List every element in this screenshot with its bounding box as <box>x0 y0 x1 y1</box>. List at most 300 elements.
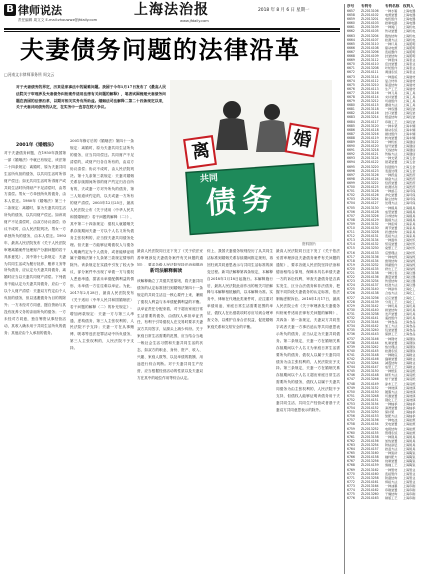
table-cell: 拼装结构 <box>385 307 398 312</box>
table-cell: 上海钢铁 <box>403 348 416 353</box>
table-cell: 锁紧装置 <box>385 160 398 165</box>
table-cell: 铰链组件 <box>385 164 398 169</box>
table-cell: 上海玻璃 <box>403 385 416 390</box>
table-cell: 一种支架 <box>385 156 398 161</box>
table-cell: 6750 <box>347 389 355 394</box>
table-cell: 上海管业 <box>403 471 416 476</box>
table-cell: 6754 <box>347 406 355 411</box>
table-cell: ZL2014145 <box>361 348 379 353</box>
table-row <box>345 496 428 500</box>
table-cell: ZL2013164 <box>361 483 379 488</box>
table-cell: 6691 <box>347 148 355 153</box>
table-cell: ZL2014150 <box>361 389 379 394</box>
table-cell: 减震结构 <box>385 361 398 366</box>
table-cell: ZL2013126 <box>361 172 379 177</box>
table-cell: 6768 <box>347 463 355 468</box>
table-cell: ZL2013130 <box>361 205 379 210</box>
table-cell: ZL2014133 <box>361 250 379 255</box>
table-cell: 6692 <box>347 152 355 157</box>
table-cell: ZL2014147 <box>361 365 379 370</box>
table-cell: 一种阀门 <box>385 25 398 30</box>
table-cell: ZL2013250 <box>361 410 379 415</box>
table-cell: 6770 <box>347 471 355 476</box>
table-cell: ZL2013230 <box>361 246 379 251</box>
table-cell: 6661 <box>347 25 355 30</box>
table-cell: 6739 <box>347 344 355 349</box>
newspaper-url: www.jfdaily.com <box>180 19 209 23</box>
table-cell: 6724 <box>347 283 355 288</box>
table-cell: ZL2014119 <box>361 135 379 140</box>
table-cell: 上海泵业 <box>403 58 416 63</box>
table-cell: ZL2014126 <box>361 193 379 198</box>
table-cell: ZL2013204 <box>361 33 379 38</box>
table-cell: ZL2013142 <box>361 303 379 308</box>
table-cell: 6716 <box>347 250 355 255</box>
table-cell: 6676 <box>347 86 355 91</box>
table-cell: ZL2013254 <box>361 442 379 447</box>
table-cell: 6737 <box>347 336 355 341</box>
table-cell: 上海纺织 <box>403 238 416 243</box>
table-cell: 上海造纸 <box>403 381 416 386</box>
table-cell: 6759 <box>347 426 355 431</box>
table-cell: 6715 <box>347 246 355 251</box>
table-cell: 6734 <box>347 324 355 329</box>
table-cell: 连接管件 <box>385 471 398 476</box>
table-cell: ZL2014136 <box>361 275 379 280</box>
table-cell: ZL2014163 <box>361 496 379 501</box>
table-cell: 上海五金 <box>403 160 416 165</box>
table-cell: ZL2014141 <box>361 316 379 321</box>
table-cell: 6766 <box>347 455 355 460</box>
table-cell: 上海管业 <box>403 479 416 484</box>
table-cell: ZL2014155 <box>361 430 379 435</box>
table-cell: 6696 <box>347 168 355 173</box>
table-cell: 测量装置 <box>385 275 398 280</box>
table-cell: 表面处理 <box>385 168 398 173</box>
table-cell: ZL2013150 <box>361 369 379 374</box>
sidebar-header-cell: 序号 <box>347 4 355 8</box>
table-cell: 一种玩具 <box>385 303 398 308</box>
table-cell: 传感结构 <box>385 279 398 284</box>
table-cell: 上海管业 <box>403 467 416 472</box>
table-cell: 烘干装置 <box>385 377 398 382</box>
table-cell: 上海家具 <box>403 230 416 235</box>
table-cell: 上海纺织 <box>403 242 416 247</box>
table-cell: 6671 <box>347 66 355 71</box>
table-cell: ZL2013222 <box>361 180 379 185</box>
table-cell: 上海泵业 <box>403 70 416 75</box>
table-cell: ZL2014123 <box>361 168 379 173</box>
table-cell: ZL2013116 <box>361 90 379 95</box>
table-cell: ZL2013218 <box>361 148 379 153</box>
table-cell: 6774 <box>347 487 355 492</box>
table-cell: 生产工艺 <box>385 86 398 91</box>
table-cell: 6751 <box>347 393 355 398</box>
table-cell: 发声装置 <box>385 311 398 316</box>
table-cell: 涂布工艺 <box>385 381 398 386</box>
table-cell: ZL2014149 <box>361 381 379 386</box>
table-cell: 上海五金 <box>403 156 416 161</box>
table-cell: 上海陶瓷 <box>403 455 416 460</box>
table-cell: 检测试剂 <box>385 185 398 190</box>
table-cell: 6742 <box>347 356 355 361</box>
table-cell: 保持架 <box>385 410 395 415</box>
table-cell: 上海车辆 <box>403 135 416 140</box>
table-cell: 一种瓷砖 <box>385 451 398 456</box>
article-column-3-cont: 该解释确立了共债共签原则，将夫妻共同债务的认定标准回归到婚姻法第四十一条规定的共同生活这一核心要件上来，兼顾了债权人利益与未举债配偶利益的平衡。从举证责任分配来看，对于超出家庭日常生活需要的债务，由债权人承担举证责任，有利于引导债权人在交易时要求夫妻双方共同签字，从源头上减少纠纷。关于家庭日常生活需要的范围，应当结合当地一般社会生活习惯和夫妻共同生活的状态，如双方的职业、身份、资产、收入、兴趣、家庭人数等，以及举债的数额、用途进行综合判断。对于夫妻共同生产经营，应当根据经营活动的性质以及夫妻双方在其中的地位作用等综合认定。 <box>137 279 203 380</box>
table-cell: 上海玩具 <box>403 311 416 316</box>
table-cell: 6705 <box>347 205 355 210</box>
table-cell: ZL2014140 <box>361 307 379 312</box>
table-cell: 合成方法 <box>385 291 398 296</box>
table-cell: ZL2014138 <box>361 291 379 296</box>
table-cell: 6775 <box>347 492 355 497</box>
table-cell: 屏蔽组件 <box>385 262 398 267</box>
table-cell: ZL2013154 <box>361 402 379 406</box>
table-cell: 处理方法 <box>385 201 398 206</box>
section-heading-2001: 2001年《婚姻法》 <box>16 143 57 148</box>
table-cell: ZL2014142 <box>361 324 379 329</box>
table-cell: 上海工具 <box>403 94 416 99</box>
table-cell: ZL2013152 <box>361 385 379 390</box>
table-cell: ZL2014118 <box>361 127 379 132</box>
table-cell: ZL2014121 <box>361 152 379 157</box>
table-cell: 施釉工艺 <box>385 463 398 468</box>
table-cell: ZL2013244 <box>361 361 379 366</box>
table-cell: 6683 <box>347 115 355 120</box>
table-cell: 6731 <box>347 311 355 316</box>
table-cell: ZL2014148 <box>361 373 379 378</box>
table-cell: ZL2013228 <box>361 230 379 235</box>
table-cell: ZL2014127 <box>361 201 379 206</box>
table-cell: ZL2013248 <box>361 393 379 398</box>
table-cell: ZL2013140 <box>361 287 379 292</box>
table-cell: ZL2013238 <box>361 311 379 316</box>
table-cell: 上海电器 <box>403 21 416 26</box>
table-cell: ZL2014110 <box>361 62 379 67</box>
table-cell: 6763 <box>347 442 355 447</box>
table-cell: 上海包装 <box>403 119 416 124</box>
table-cell: ZL2014158 <box>361 455 379 460</box>
table-cell: 6732 <box>347 316 355 321</box>
table-cell: 调速系统 <box>385 70 398 75</box>
table-cell: ZL2014130 <box>361 225 379 230</box>
article-lead: 对于夫妻债务的界定，历来是家事法中的疑难问题。我国于今年1月17日发布了《最高人民法院关于审理涉及夫妻债务纠纷案件适用法律有关问题的解释》，笔者试图梳理夫妻债务问题在我国的法律沿革，以期对相关实务有所助益。婚姻法司法解释二第二十四条规定以来，关于夫妻共同债务的认定，在实务中一直存在较大争议。 <box>16 85 166 110</box>
table-cell: 烧制装置 <box>385 459 398 464</box>
table-cell: 检测系统 <box>385 348 398 353</box>
table-cell: ZL2014112 <box>361 78 379 83</box>
table-cell: 调节装置 <box>385 225 398 230</box>
table-cell: 6745 <box>347 369 355 374</box>
table-cell: 6753 <box>347 402 355 406</box>
table-cell: 6678 <box>347 94 355 99</box>
table-cell: 磨削方法 <box>385 103 398 108</box>
table-cell: 6762 <box>347 438 355 443</box>
table-cell: 密封装置 <box>385 62 398 67</box>
table-cell: 上海食品 <box>403 324 416 329</box>
table-cell: 上海食品 <box>403 320 416 325</box>
table-cell: 润滑装置 <box>385 406 398 411</box>
table-cell: 6746 <box>347 373 355 378</box>
table-cell: 上海线缆 <box>403 266 416 271</box>
table-cell: ZL2014154 <box>361 422 379 427</box>
table-cell: 净化装置 <box>385 193 398 198</box>
table-cell: 6743 <box>347 361 355 366</box>
table-cell: ZL2013118 <box>361 107 379 112</box>
table-cell: 6677 <box>347 90 355 95</box>
table-cell: 6703 <box>347 197 355 202</box>
table-cell: ZL2014128 <box>361 209 379 214</box>
table-cell: 切割装置 <box>385 393 398 398</box>
table-cell: 上海印刷 <box>403 496 416 501</box>
table-cell: ZL2013110 <box>361 41 379 46</box>
table-cell: 复合材料 <box>385 78 398 83</box>
table-cell: 6673 <box>347 74 355 79</box>
table-cell: 上海电器 <box>403 13 416 18</box>
table-cell: 反应装置 <box>385 295 398 300</box>
table-cell: 连接方法 <box>385 234 398 239</box>
table-cell: 成型装置 <box>385 209 398 214</box>
table-cell: 6725 <box>347 287 355 292</box>
table-cell: ZL2014108 <box>361 45 379 50</box>
table-cell: ZL2014146 <box>361 356 379 361</box>
table-cell: 上海建材 <box>403 82 416 87</box>
table-cell: 上海厨具 <box>403 434 416 439</box>
table-cell: 充电装置 <box>385 422 398 427</box>
editor-line: 责任编辑 周文文 E-mail:zhouwwz@jfdaily.com <box>18 18 98 22</box>
table-cell: 6701 <box>347 189 355 194</box>
table-cell: ZL2013201 <box>361 17 379 22</box>
table-cell: 6773 <box>347 483 355 488</box>
table-cell: ZL2014153 <box>361 414 379 419</box>
article-byline: □河南文丰律师事务所 周文云 <box>4 72 55 77</box>
table-cell: 6657 <box>347 9 355 13</box>
table-cell: 后整理法 <box>385 250 398 255</box>
table-cell: 6666 <box>347 45 355 50</box>
table-cell: 6760 <box>347 430 355 435</box>
table-cell: 上海轴承 <box>403 402 416 406</box>
table-cell: 6748 <box>347 381 355 386</box>
table-cell: 上海照明 <box>403 45 416 50</box>
table-cell: 6718 <box>347 258 355 263</box>
table-cell: 镀膜方法 <box>385 389 398 394</box>
table-cell: 上海医药 <box>403 172 416 177</box>
table-cell: 上海泵业 <box>403 62 416 67</box>
table-cell: 6744 <box>347 365 355 370</box>
table-cell: ZL2014114 <box>361 94 379 99</box>
table-cell: 上海化工 <box>403 299 416 304</box>
table-cell: ZL2014135 <box>361 266 379 271</box>
table-cell: 一种水箱 <box>385 9 398 13</box>
table-cell: 6664 <box>347 37 355 42</box>
table-cell: ZL2014161 <box>361 479 379 484</box>
table-cell: 上海模具 <box>403 213 416 218</box>
table-cell: 上海玩具 <box>403 303 416 308</box>
table-cell: ZL2014111 <box>361 70 379 75</box>
table-cell: 6687 <box>347 131 355 136</box>
table-cell: 6765 <box>347 451 355 456</box>
table-cell: ZL2014137 <box>361 283 379 288</box>
table-cell: 上海医药 <box>403 176 416 181</box>
table-cell: 6761 <box>347 434 355 439</box>
table-cell: ZL2013212 <box>361 99 379 104</box>
table-cell: 6660 <box>347 21 355 26</box>
table-cell: 包装装置 <box>385 328 398 333</box>
sidebar-header-cell: 专利号 <box>361 4 372 8</box>
table-cell: 6695 <box>347 164 355 169</box>
table-cell: 上海钢铁 <box>403 336 416 341</box>
table-cell: 上海机电 <box>403 37 416 42</box>
table-cell: 6764 <box>347 447 355 452</box>
table-cell: 6720 <box>347 266 355 271</box>
table-cell: 6767 <box>347 459 355 464</box>
table-cell: 上海陶瓷 <box>403 463 416 468</box>
table-cell: 上海建材 <box>403 78 416 83</box>
table-cell: 6735 <box>347 328 355 333</box>
table-cell: 上海管业 <box>403 475 416 480</box>
table-cell: 一种轴承 <box>385 402 398 406</box>
table-cell: 上海钢铁 <box>403 340 416 345</box>
table-cell: 保温结构 <box>385 82 398 87</box>
table-cell: ZL2014144 <box>361 340 379 345</box>
table-cell: 上海轴承 <box>403 410 416 415</box>
table-cell: 6688 <box>347 135 355 140</box>
newspaper-name: 上海法治报 <box>134 2 209 18</box>
table-cell: 上海建材 <box>403 86 416 91</box>
table-cell: 控制电路 <box>385 21 398 26</box>
table-cell: 上海包装 <box>403 115 416 120</box>
table-cell: 6711 <box>347 230 355 235</box>
table-cell: 上海造纸 <box>403 373 416 378</box>
table-cell: 6709 <box>347 221 355 226</box>
table-cell: 6669 <box>347 58 355 63</box>
table-cell: 6713 <box>347 238 355 243</box>
table-cell: 上海鞋业 <box>403 352 416 357</box>
table-cell: 挤出工艺 <box>385 266 398 271</box>
article-illustration <box>170 80 332 242</box>
table-cell: 一种锅具 <box>385 434 398 439</box>
table-cell: 干燥结构 <box>385 492 398 497</box>
table-cell: 上海工具 <box>403 90 416 95</box>
table-cell: 上海玻璃 <box>403 397 416 402</box>
table-cell: 6729 <box>347 303 355 308</box>
table-cell: 6738 <box>347 340 355 345</box>
table-cell: 上海纺织 <box>403 246 416 251</box>
table-cell: 6663 <box>347 33 355 38</box>
table-cell: 上海轴承 <box>403 406 416 411</box>
table-cell: ZL2014113 <box>361 86 379 91</box>
table-cell: 上海陶瓷 <box>403 459 416 464</box>
table-cell: 6675 <box>347 82 355 87</box>
table-cell: 染整工艺 <box>385 246 398 251</box>
table-cell: 电极结构 <box>385 426 398 431</box>
table-cell: ZL2013206 <box>361 49 379 54</box>
table-cell: 6680 <box>347 103 355 108</box>
table-cell: 上海印刷 <box>403 487 416 492</box>
table-cell: 一种刀具 <box>385 90 398 95</box>
table-cell: ZL2013122 <box>361 140 379 144</box>
table-cell: 6694 <box>347 160 355 165</box>
banner-top-text: 共同 <box>199 173 219 185</box>
table-cell: ZL2013208 <box>361 66 379 71</box>
table-cell: 封装结构 <box>385 54 398 59</box>
table-cell: ZL2013112 <box>361 58 379 63</box>
table-cell: 上海机电 <box>403 29 416 34</box>
table-cell: 上海化工 <box>403 287 416 292</box>
table-cell: 6684 <box>347 119 355 124</box>
table-cell: ZL2014122 <box>361 160 379 165</box>
table-cell: 织造装置 <box>385 242 398 247</box>
table-cell: 6727 <box>347 295 355 300</box>
table-cell: 6679 <box>347 99 355 104</box>
table-cell: 6728 <box>347 299 355 304</box>
table-cell: 上海能源 <box>403 426 416 431</box>
table-cell: ZL2013234 <box>361 279 379 284</box>
table-cell: 6659 <box>347 17 355 22</box>
article-column-3: 最高人民法院同日还下发了《关于依法妥善审理涉及夫妻债务案件有关问题的通知》，要求各级人民法院坚持法治和德治 <box>137 249 203 266</box>
section-logo: B <box>4 4 16 16</box>
table-cell: ZL2013144 <box>361 320 379 325</box>
table-cell: 6714 <box>347 242 355 247</box>
sign-left-label: 离 <box>190 139 212 164</box>
table-cell: ZL2013138 <box>361 271 379 275</box>
masthead-rule <box>4 28 340 30</box>
table-cell: ZL2014109 <box>361 54 379 59</box>
table-cell: 一种模具 <box>385 205 398 210</box>
table-cell: ZL2014157 <box>361 447 379 452</box>
table-cell: ZL2014125 <box>361 185 379 190</box>
table-cell: 6717 <box>347 254 355 259</box>
table-cell: 上海环保 <box>403 193 416 198</box>
table-cell: 6685 <box>347 123 355 128</box>
table-cell: 热处理法 <box>385 344 398 349</box>
table-cell: 上海仪器 <box>403 283 416 288</box>
table-cell: 一种灯具 <box>385 41 398 46</box>
table-cell: 分离工艺 <box>385 299 398 304</box>
table-cell: ZL2014115 <box>361 103 379 108</box>
table-cell: 保鲜工艺 <box>385 332 398 337</box>
sidebar-table <box>344 4 428 574</box>
article-column-2: 2001年修订后的《婚姻法》第四十一条规定：离婚时，原为夫妻共同生活所负的债务，应当共同偿还。共同财产不足清偿的，或财产归各自所有的，由双方协议清偿；协议不成时，由人民法院判决。第十九条第三款规定：夫妻对婚姻关系存续期间所得的财产约定归各自所有的，夫或妻一方对外所负的债务，第三人知道该约定的，以夫或妻一方所有的财产清偿。2003年12月25日，最高人民法院公布《关于适用〈中华人民共和国婚姻法〉若干问题的解释（二）》，其中第二十四条规定：债权人就婚姻关系存续期间夫妻一方以个人名义所负债务主张权利的，应当按夫妻共同债务处理。但夫妻一方能够证明债权人与债务人明确约定为个人债务，或者能够证明属于婚姻法第十九条第三款规定情形的除外。该条规定在实践中引发了较大争议，部分案件中出现了举债一方与债权人恶意串通、损害未举债配偶利益的情形，未举债一方往往难以举证。为此，2017年2月28日，最高人民法院发布《关于适用〈中华人民共和国婚姻法〉若干问题的解释（二）的补充规定》，增加两款规定：夫妻一方与第三人串通，虚构债务，第三人主张权利的，人民法院不予支持；夫妻一方在从事赌博、吸毒等违法犯罪活动中所负债务，第三人主张权利的，人民法院不予支持。 <box>70 139 134 351</box>
table-cell: ZL2014107 <box>361 37 379 42</box>
table-cell: 信号装置 <box>385 144 398 149</box>
table-cell: ZL2014102 <box>361 13 379 18</box>
table-cell: 上海厨具 <box>403 447 416 452</box>
table-cell: 上海照明 <box>403 54 416 59</box>
table-cell: 上海医药 <box>403 185 416 190</box>
table-cell: 上海环保 <box>403 201 416 206</box>
table-cell: 6665 <box>347 41 355 46</box>
table-cell: 上海照明 <box>403 41 416 46</box>
table-cell: 上海工具 <box>403 103 416 108</box>
table-cell: 一种电缆 <box>385 254 398 259</box>
table-cell: 6776 <box>347 496 355 501</box>
table-cell: 天线结构 <box>385 148 398 153</box>
table-cell: ZL2014139 <box>361 299 379 304</box>
table-cell: ZL2014131 <box>361 234 379 239</box>
table-cell: 上海通信 <box>403 144 416 149</box>
table-cell: 一种泵体 <box>385 58 398 63</box>
article-column-5: 最高人民法院同日还下发了《关于依法妥善审理涉及夫妻债务案件有关问题的通知》，要求各级人民法院坚持法治和德治相结合原则，保障未具名举债夫妻一方的诉讼权利，审查夫妻债务是否真实发生，区分合法债务和非法债务，把握不同阶段夫妻债务的认定标准，依法制裁虚假诉讼。2018年1月17日，最高人民法院公布《关于审理涉及夫妻债务纠纷案件适用法律有关问题的解释》，共四条：第一条规定，夫妻双方共同签字或者夫妻一方事后追认等共同意思表示所负的债务，应当认定为夫妻共同债务。第二条规定，夫妻一方在婚姻关系存续期间以个人名义为家庭日常生活需要所负的债务，债权人以属于夫妻共同债务为由主张权利的，人民法院应予支持。第三条规定，夫妻一方在婚姻关系存续期间以个人名义超出家庭日常生活需要所负的债务，债权人以属于夫妻共同债务为由主张权利的，人民法院不予支持，但债权人能够证明该债务用于夫妻共同生活、共同生产经营或者基于夫妻双方共同意思表示的除外。 <box>276 249 340 412</box>
table-cell: 6686 <box>347 127 355 132</box>
table-cell: 转向装置 <box>385 135 398 140</box>
table-cell: 6719 <box>347 262 355 267</box>
table-cell: 制版工艺 <box>385 496 398 501</box>
table-cell: 一种玻璃 <box>385 385 398 390</box>
section-title: 律师说法 <box>18 4 62 17</box>
table-cell: 6667 <box>347 49 355 54</box>
table-cell: ZL2013132 <box>361 221 379 226</box>
